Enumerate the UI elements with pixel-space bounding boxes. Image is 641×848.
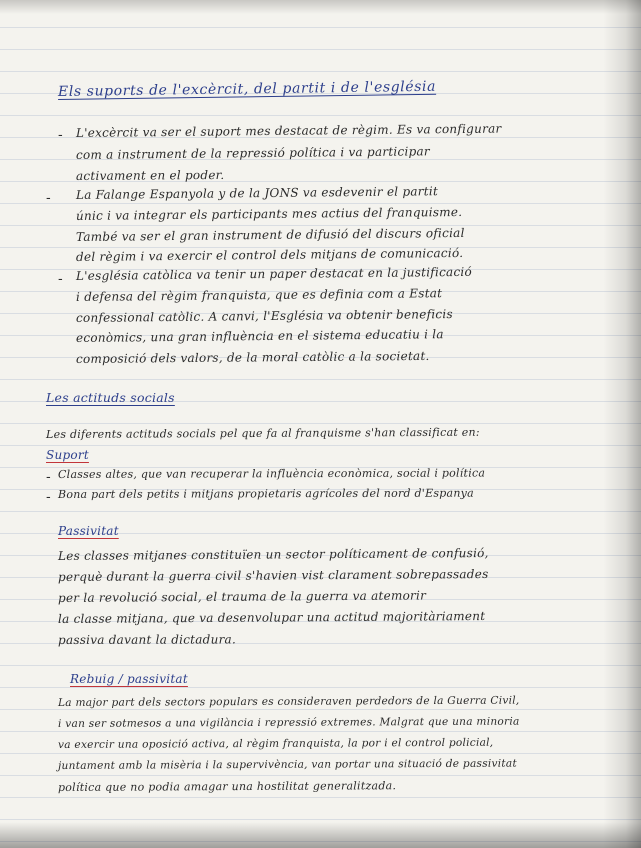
suport-item: Classes altes, que van recuperar la influència econòmica, social i política [57,466,486,481]
bullet-dash: - [46,490,51,505]
section1-line: confessional catòlic. A canvi, l'Església va obtenir beneficis [75,307,453,325]
section1-line: i defensa del règim franquista, que es definia com a Estat [75,286,443,304]
section1-line: únic i va integrar els participants mes actius del franquisme. [75,204,463,223]
section1-line: activament en el poder. [75,167,225,183]
passivitat-line: Les classes mitjanes constituïen un sector políticament de confusió, [57,545,489,563]
section1-line: L'excèrcit va ser el suport mes destacat de règim. Es va configurar [75,121,502,140]
passivitat-line: la classe mitjana, que va desenvolupar una actitud majoritàriament [57,609,486,626]
main-heading: Els suports de l'excèrcit, del partit i de l'església [57,78,437,100]
section1-line: La Falange Espanyola y de la JONS va esdevenir el partit [75,184,439,202]
rebuig-line: La major part dels sectors populars es consideraven perdedors de la Guerra Civil, [57,694,520,709]
section1-line: També va ser el gran instrument de difusió del discurs oficial [75,225,465,244]
rebuig-line: i van ser sotmesos a una vigilància i repressió extremes. Malgrat que una minoria [57,715,520,730]
section2-heading: Les actituds socials [46,390,175,405]
passivitat-title: Passivitat [58,524,119,538]
section1-line: com a instrument de la repressió política i va participar [75,144,430,162]
bullet-dash: - [46,191,51,206]
rebuig-title: Rebuig / passivitat [70,672,188,686]
bullet-dash: - [58,272,63,287]
rebuig-line: política que no podia amagar una hostilitat generalitzada. [57,779,397,794]
section1-line: composició dels valors, de la moral catòlic a la societat. [75,348,430,366]
passivitat-line: perquè durant la guerra civil s'havien vist clarament sobrepassades [57,566,489,584]
bullet-dash: - [46,470,51,485]
suport-item: Bona part dels petits i mitjans propietaris agrícoles del nord d'Espanya [57,486,474,501]
suport-title: Suport [46,448,89,462]
passivitat-line: passiva davant la dictadura. [57,632,237,647]
bullet-dash: - [58,128,63,143]
page-bottom-shadow [0,822,641,848]
rebuig-line: va exercir una oposició activa, al règim franquista, la por i el control policial, [57,736,494,751]
section1-line: econòmics, una gran influència en el sistema educatiu i la [75,327,444,345]
rebuig-line: juntament amb la misèria i la supervivència, van portar una situació de passivitat [57,757,517,772]
page-edge-shadow [603,0,641,848]
passivitat-line: per la revolució social, el trauma de la guerra va atemorir [57,588,427,605]
section1-line: L'església catòlica va tenir un paper destacat en la justificació [75,264,473,283]
page-top-shadow [0,0,641,14]
section1-line: del règim i va exercir el control dels mitjans de comunicació. [75,245,464,264]
section2-intro: Les diferents actituds socials pel que fa al franquisme s'han classificat en: [45,425,480,441]
